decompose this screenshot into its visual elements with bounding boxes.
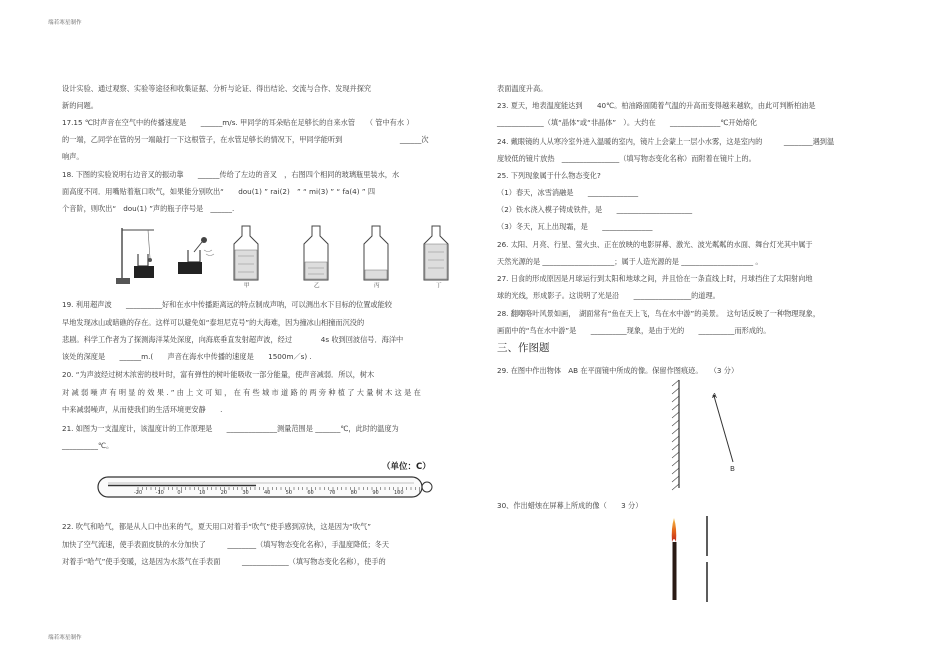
page-footer: 端若寒星制作 [48,635,82,641]
q23-line-2: _____________（填“晶体”或“非晶体” ）。大约在 ______________℃开始熔化 [497,118,758,127]
thermometer-tick-label: -10 [155,490,164,496]
thermometer-tick-label: 60 [307,490,314,496]
q28-line-1: 28. 翻嘲咯叶风景如画， 湖面常有“鱼在天上飞，鸟在水中游”的美景。 这句话反映了一种物理现象， [497,309,821,318]
plane-mirror-figure [650,380,760,490]
q22-line-3: 对着手“哈气”使手变暖，这是因为水蒸气在手表面 _____________（填写物态变化名称），使手的 [62,557,386,566]
q24-line-1: 24. 戴眼镜的人从寒冷室外进入温暖的室内，镜片上会蒙上一层小水雾，这是室内的 ________遇到温 [497,137,835,146]
q22-line-2: 加快了空气流速，使手表面皮肤的水分加快了 ________（填写物态变化名称），手温度降低；冬天 [62,540,390,549]
q29-text: 29. 在图中作出物体 AB 在平面镜中所成的像。保留作图痕迹。 （3 分） [497,366,739,375]
section-heading: 三、作图题 [497,342,550,354]
thermometer-tick-label: 0 [177,490,181,496]
candle-screen-figure [662,512,722,602]
bottle-label-2: 乙 [314,283,320,289]
thermometer-tick-label: 20 [220,490,228,496]
q17-line-2: 的一端，乙同学在管的另一端敲打一下这根管子，在水管足够长的情况下，甲同学能听到 ______次 [62,135,429,144]
thermometer-tick-label: 70 [329,490,336,496]
q26-line-2: 天然光源的是 ____________________；属于人造光源的是 ____________________ 。 [497,257,763,266]
q18-line-3: 个音阶，则吹出“ dou(1) ”声的瓶子序号是 ______. [62,204,235,213]
q18-line-1: 18. 下图的实验说明右边音叉的振动靠 ______传给了左边的音叉 ，右图四个相同的玻璃瓶里装水，水 [62,170,400,179]
q24-line-2: 度较低的镜片放热 ________________（填写物态变化名称）而附着在镜片上的。 [497,154,756,163]
q22-continued: 表面温度升高。 [497,84,548,93]
q20-line-1: 20. “为声波经过树木浓密的枝叶时，富有弹性的树叶能吸收一部分能量，使声音减弱．所以，树木 [62,370,375,379]
q19-line-1: 19. 利用超声波 __________好和在水中传播距离远的特点制成声呐，可以测出水下目标的位置或能较 [62,300,392,309]
water-bottles-figure [228,220,458,292]
page-header: 端若寒星制作 [48,20,82,26]
q21-line-2: __________℃。 [62,441,114,450]
thermometer-tick-label: 80 [350,490,358,496]
q20-line-2: 对 减 弱 噪 声 有 明 显 的 效 果 . ” 由 上 文 可 知 ， 在 有 些 城 市 道 路 的 两 旁 种 植 了 大 量 树 木 这 是 在 [62,388,421,397]
q25-title: 25. 下列现象属于什么物态变化? [497,171,601,180]
bottle-label-3: 丙 [374,283,380,289]
thermometer-tick-label: 30 [242,490,249,496]
q19-line-4: 该处的深度是 ______m.( 声音在海水中传播的速度是 1500m／s) . [62,352,312,361]
q20-line-3: 中来减弱噪声，从而使我们的生活环境更安静 . [62,405,223,414]
thermometer-tick-label: 50 [285,490,293,496]
q30-text: 30、作出蜡烛在屏幕上所成的像（ 3 分） [497,501,643,510]
q25-item-3: （3）冬天，瓦上出现霜，是 ______________ [497,222,653,231]
q19-line-3: 悲剧。科学工作者为了探测海洋某处深度，向海底垂直发射超声波，经过 4s 收到回波信号．海洋中 [62,335,404,344]
point-a-label: A [712,391,717,400]
q18-line-2: 面高度不同．用嘴贴着瓶口吹气，如果能分别吹出“ dou(1) ” rai(2) ” “ mi(3) ” “ fa(4) ” 四 [62,187,376,196]
q17-line-1: 17.15 ℃时声音在空气中的传播速度是 ______m/s. 甲同学的耳朵贴在足够长的自来水管 （ 管中有水 ） [62,118,414,127]
q23-line-1: 23. 夏天，地表温度能达到 40℃。柏油路面随着气温的升高而变得越来越软，由此可判断柏油是 [497,101,816,110]
q19-line-2: 早地发现冰山或暗礁的存在。这样可以避免如“泰坦尼克号”的大海难，因为撞冰山相撞而沉没的 [62,318,365,327]
q27-line-2: 球的光线，形成影子。这说明了光是沿 ________________的道理。 [497,291,720,300]
intro-line-2: 新的问题。 [62,101,98,110]
q26-line-1: 26. 太阳、月亮、行星、萤火虫、正在放映的电影屏幕、激光、波光粼粼的水面、舞台灯光其中属于 [497,240,813,249]
tuning-fork-apparatus-figure [112,220,222,290]
q25-item-1: （1）春天，冰雪消融是 ______________ [497,188,639,197]
point-b-label: B [730,464,735,473]
bottle-label-1: 甲 [244,283,250,289]
q25-item-2: （2）铁水浇入模子铸成铁件，是 _____________________ [497,205,693,214]
thermometer-tick-label: -20 [134,490,143,496]
q27-line-1: 27. 日食的形成原因是月球运行到太阳和地球之间，并且恰在一条直线上时，月球挡住了太阳射向地 [497,274,813,283]
thermometer-tick-label: 10 [199,490,206,496]
q17-line-3: 响声。 [62,152,84,161]
q28-line-2: 画面中的“鸟在水中游”是 __________现象，是由于光的 __________而形成的。 [497,326,771,335]
thermometer-unit-label: （单位：C） [382,462,431,472]
q21-line-1: 21. 如图为一支温度计，该温度计的工作原理是 ______________测量范围是 _______℃，此时的温度为 [62,424,399,433]
thermometer-tick-label: 90 [372,490,379,496]
bottle-label-4: 丁 [436,283,442,289]
intro-line-1: 设计实验、通过观察、实验等途径和收集证据、分析与论证、得出结论、交流与合作、发现并探究 [62,84,372,93]
q22-line-1: 22. 吹气和哈气，都是从人口中出来的气，夏天用口对着手“吹气”使手感到凉快，这是因为“吹气” [62,522,371,531]
thermometer-tick-label: 100 [394,490,404,496]
thermometer-tick-label: 40 [264,490,271,496]
